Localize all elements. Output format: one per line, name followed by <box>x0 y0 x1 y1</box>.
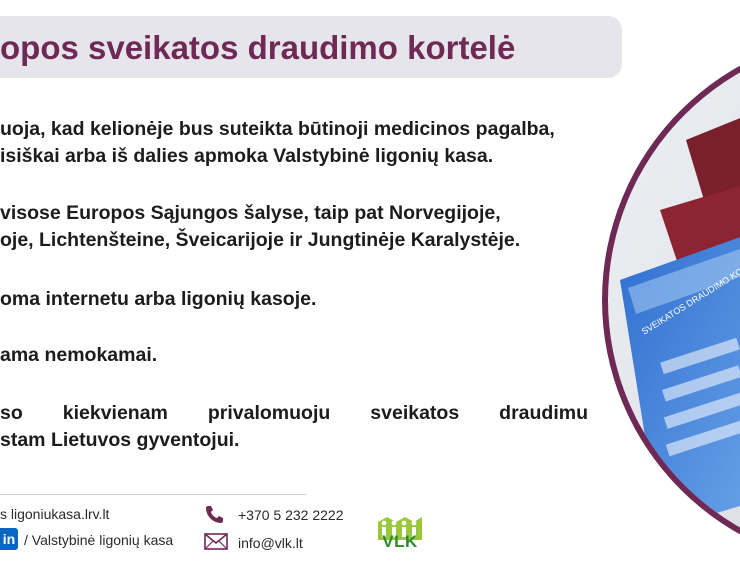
email-icon <box>204 533 228 550</box>
footer-divider <box>0 494 306 495</box>
paragraph-2-line-2: oje, Lichtenšteine, Šveicarijoje ir Jungtinėje Karalystėje. <box>0 229 521 251</box>
page-title: opos sveikatos draudimo kortelė <box>0 29 516 66</box>
linkedin-icon[interactable]: in <box>0 528 18 550</box>
paragraph-1-line-1: uoja, kad kelionėje bus suteikta būtinoji medicinos pagalba, <box>0 118 555 140</box>
vlk-logo-text: VLK <box>382 532 418 551</box>
insurance-card-photo <box>600 30 740 570</box>
paragraph-3: oma internetu arba ligonių kasoje. <box>0 288 317 310</box>
phone-number[interactable]: +370 5 232 2222 <box>238 507 344 523</box>
phone-icon <box>204 504 224 524</box>
paragraph-2-line-1: visose Europos Sąjungos šalyse, taip pat Norvegijoje, <box>0 202 501 224</box>
paragraph-4: ama nemokamai. <box>0 344 158 366</box>
paragraph-5-line-2: stam Lietuvos gyventojui. <box>0 429 240 451</box>
website-link[interactable]: s ligoniukasa.lrv.lt <box>0 506 110 522</box>
email-address[interactable]: info@vlk.lt <box>238 535 303 551</box>
paragraph-5-line-1: so kiekvienam privalomuoju sveikatos draudimu <box>0 402 588 424</box>
paragraph-1-line-2: isiškai arba iš dalies apmoka Valstybinė ligonių kasa. <box>0 145 494 167</box>
linkedin-link[interactable]: / Valstybinė ligonių kasa <box>24 532 174 548</box>
